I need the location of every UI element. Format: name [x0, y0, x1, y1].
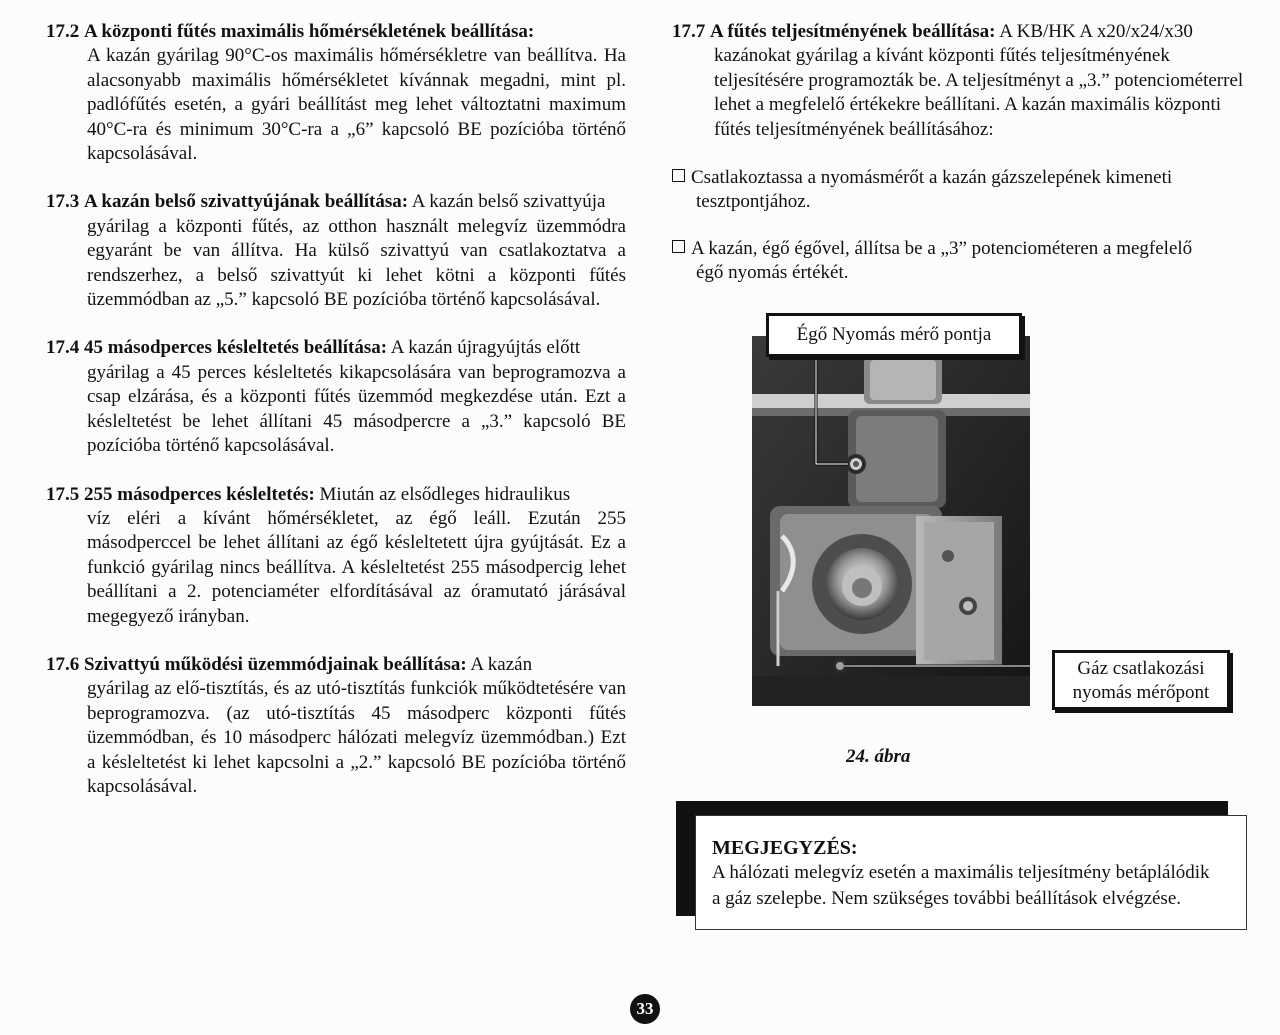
- section-title: A fűtés teljesítményének beállítása:: [710, 21, 996, 42]
- note-text-line: a gáz szelepbe. Nem szükséges további beállítások elvégzése.: [712, 888, 1182, 909]
- right-column: [672, 20, 1262, 308]
- figure-caption: 24. ábra: [846, 746, 911, 767]
- note-title: MEGJEGYZÉS:: [712, 837, 858, 859]
- checkbox-icon: [672, 240, 685, 253]
- section-body: gyárilag az elő-tisztítás, és az utó-tisztítás funkciók működtetésére van beprogramozva. (az utó-tisztítás 45 másodperc központi fűtés üzemmódban, és 10 másodperc hálózati melegvíz üzemmódban.) Ezt a késleltetést ki lehet kapcsolni a „2.” kapcsoló BE pozícióba történő kapcsolásával.: [87, 678, 626, 797]
- section-lead: A KB/HK A x20/x24/x30: [999, 21, 1193, 42]
- section-17-4: [46, 336, 626, 458]
- section-number: 17.4: [46, 337, 80, 359]
- section-body: kazánokat gyárilag a kívánt központi fűtés teljesítményének teljesítésére programozták be. A teljesítményt a „3.” potenciométerrel lehet a megfelelő értékekre beállítani. A kazán maximális központi fűtés teljesítményének beállításához:: [714, 45, 1244, 140]
- section-number: 17.7: [672, 21, 706, 42]
- section-lead: A kazán belső szivattyúja: [411, 191, 606, 213]
- section-17-5: [46, 483, 626, 629]
- note-text-line: A hálózati melegvíz esetén a maximális teljesítmény betáplálódik: [712, 862, 1210, 883]
- checklist-item: [672, 237, 1262, 286]
- section-number: 17.3: [46, 191, 80, 213]
- callout-burner-pressure-point: Égő Nyomás mérő pontja: [766, 313, 1022, 357]
- section-number: 17.5: [46, 483, 80, 505]
- section-title: 255 másodperces késleltetés:: [84, 483, 315, 505]
- section-title: Szivattyú működési üzemmódjainak beállítása:: [84, 653, 467, 675]
- checklist-item-text: Csatlakoztassa a nyomásmérőt a kazán gázszelepének kimeneti: [691, 167, 1173, 189]
- callout-line: Gáz csatlakozási: [1077, 658, 1205, 679]
- section-title: A központi fűtés maximális hőmérsékletének beállítása:: [84, 21, 535, 42]
- section-number: 17.6: [46, 653, 80, 675]
- note-box: [695, 815, 1247, 930]
- section-title: A kazán belső szivattyújának beállítása:: [84, 191, 409, 213]
- section-17-6: [46, 653, 626, 799]
- section-body: víz eléri a kívánt hőmérsékletet, az égő leáll. Ezután 255 másodperccel be lehet állítani az égő késleltetett újra gyújtását. Ez a funkció gyárilag nincs beállítva. A késleltetést 255 másodpercig lehet beállítani a 2. potenciaméter elfordításával az óramutató járásával megegyező irányban.: [87, 507, 626, 627]
- page-number: 33: [630, 994, 660, 1024]
- section-17-2: [46, 20, 626, 166]
- checklist-item-text: A kazán, égő égővel, állítsa be a „3” potenciométeren a megfelelő: [691, 237, 1193, 259]
- callout-gas-inlet-pressure-point: [1052, 650, 1230, 710]
- section-body: gyárilag a központi fűtés, az otthon használt melegvíz üzemmódra egyaránt be van állítva. Ha külső szivattyú van csatlakoztatva a rendszerhez, a belső szivattyút ki lehet kötni a központi fűtés üzemmódban az „5.” kapcsoló BE pozícióba történő kapcsolásával.: [87, 215, 626, 311]
- gas-valve-photo: [752, 336, 1030, 706]
- section-lead: A kazán: [470, 653, 533, 675]
- gas-valve-image: [752, 336, 1030, 706]
- section-body: A kazán gyárilag 90°C-os maximális hőmérsékletre van beállítva. Ha alacsonyabb maximális hőmérsékletet kívánnak megadni, mint pl. padlófűtés esetén, a gyári beállítást meg lehet változtatni maximum 40°C-ra és minimum 30°C-ra a „6” kapcsoló BE pozícióba történő kapcsolásával.: [87, 45, 626, 165]
- section-17-7: [672, 20, 1262, 142]
- section-title: 45 másodperces késleltetés beállítása:: [84, 337, 388, 359]
- checklist-item-text-cont: tesztpontjához.: [696, 191, 811, 213]
- section-body: gyárilag a 45 perces késleltetés kikapcsolására van beprogramozva a csap elzárása, és a központi fűtés üzemmód megkezdése után. Ezt a késleltetést be lehet állítani 45 másodpercre a „3.” kapcsoló BE pozícióba történő kapcsolásával.: [87, 361, 626, 457]
- checklist-item-text-cont: égő nyomás értékét.: [696, 262, 849, 284]
- left-column: [46, 20, 626, 823]
- callout-line: nyomás mérőpont: [1072, 682, 1210, 703]
- checkbox-icon: [672, 169, 685, 182]
- section-lead: Miután az elsődleges hidraulikus: [319, 483, 571, 505]
- checklist-item: [672, 166, 1262, 215]
- section-number: 17.2: [46, 21, 80, 42]
- section-lead: A kazán újragyújtás előtt: [390, 337, 581, 359]
- section-17-3: [46, 190, 626, 312]
